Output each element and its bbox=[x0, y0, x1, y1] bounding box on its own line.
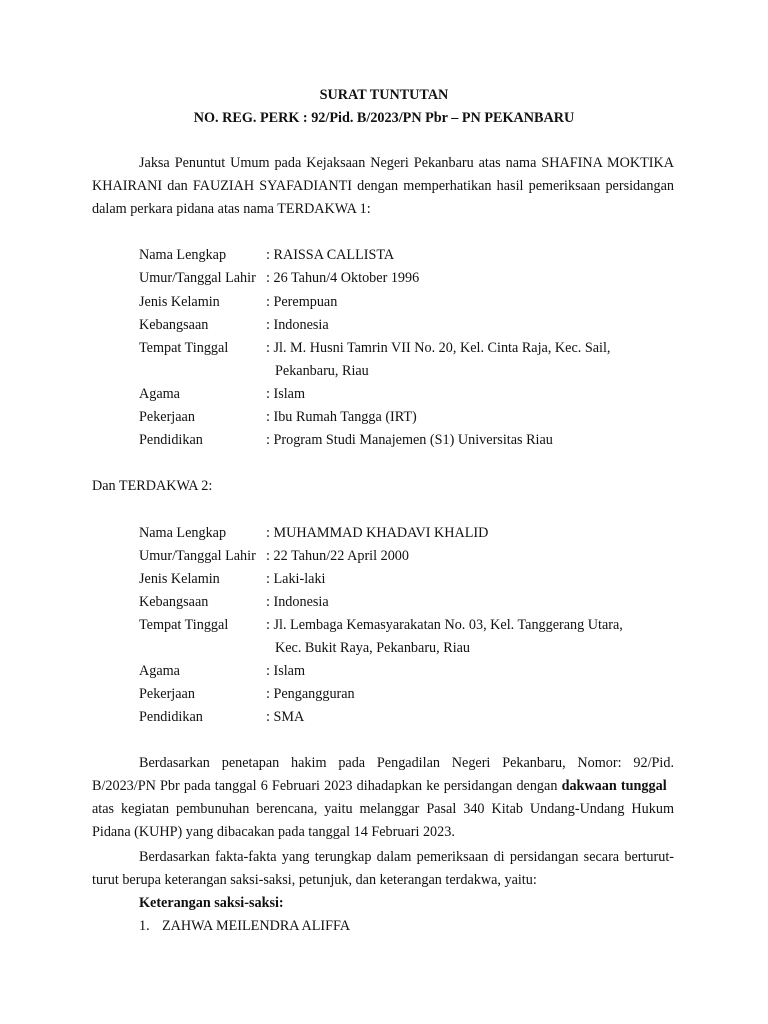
d2-age-value: : 22 Tahun/22 April 2000 bbox=[266, 548, 409, 564]
para2-line-1: Berdasarkan fakta-fakta yang terungkap dalam pemeriksaan di persidangan secara berturut- bbox=[139, 849, 674, 865]
d2-occupation-value: : Pengangguran bbox=[266, 686, 355, 702]
d2-religion-label: Agama bbox=[139, 663, 180, 679]
d2-nationality-value: : Indonesia bbox=[266, 594, 329, 610]
d1-nationality-value: : Indonesia bbox=[266, 317, 329, 333]
registration-number: NO. REG. PERK : 92/Pid. B/2023/PN Pbr – PN PEKANBARU bbox=[193, 110, 575, 126]
d2-name-label: Nama Lengkap bbox=[139, 525, 227, 541]
intro-line-3: dalam perkara pidana atas nama TERDAKWA 1: bbox=[92, 201, 371, 217]
d2-name-value: : MUHAMMAD KHADAVI KHALID bbox=[266, 525, 489, 541]
document-title: SURAT TUNTUTAN bbox=[319, 87, 449, 103]
d1-occupation-label: Pekerjaan bbox=[139, 409, 195, 425]
d1-name-label: Nama Lengkap bbox=[139, 247, 227, 263]
defendant-2-heading: Dan TERDAKWA 2: bbox=[92, 478, 213, 494]
para1-line-4: Pidana (KUHP) yang dibacakan pada tanggal 14 Februari 2023. bbox=[92, 824, 455, 840]
d2-religion-value: : Islam bbox=[266, 663, 306, 679]
d1-nationality-label: Kebangsaan bbox=[139, 317, 209, 333]
d1-religion-label: Agama bbox=[139, 386, 180, 402]
d2-age-label: Umur/Tanggal Lahir bbox=[139, 548, 256, 564]
witness-heading: Keterangan saksi-saksi: bbox=[139, 895, 284, 911]
d1-age-value: : 26 Tahun/4 Oktober 1996 bbox=[266, 270, 420, 286]
d1-education-label: Pendidikan bbox=[139, 432, 203, 448]
d2-address-label: Tempat Tinggal bbox=[139, 617, 229, 633]
intro-line-2: KHAIRANI dan FAUZIAH SYAFADIANTI dengan memperhatikan hasil pemeriksaan persidangan bbox=[92, 178, 674, 194]
witness-name: ZAHWA MEILENDRA ALIFFA bbox=[162, 918, 351, 934]
para2-line-2: turut berupa keterangan saksi-saksi, petunjuk, dan keterangan terdakwa, yaitu: bbox=[92, 872, 537, 888]
d1-gender-value: : Perempuan bbox=[266, 294, 338, 310]
d1-address-value: : Jl. M. Husni Tamrin VII No. 20, Kel. Cinta Raja, Kec. Sail, bbox=[266, 340, 611, 356]
d2-education-label: Pendidikan bbox=[139, 709, 203, 725]
d2-education-value: : SMA bbox=[266, 709, 305, 725]
para1-line-2 bbox=[92, 778, 674, 795]
d1-gender-label: Jenis Kelamin bbox=[139, 294, 220, 310]
d1-education-value: : Program Studi Manajemen (S1) Universitas Riau bbox=[266, 432, 553, 448]
d2-nationality-label: Kebangsaan bbox=[139, 594, 209, 610]
d1-occupation-value: : Ibu Rumah Tangga (IRT) bbox=[266, 409, 417, 425]
d2-address-value: : Jl. Lembaga Kemasyarakatan No. 03, Kel. Tanggerang Utara, bbox=[266, 617, 623, 633]
para1-line-2-text: B/2023/PN Pbr pada tanggal 6 Februari 2023 dihadapkan ke persidangan dengan bbox=[92, 778, 562, 794]
para1-line-3: atas kegiatan pembunuhan berencana, yaitu melanggar Pasal 340 Kitab Undang-Undang Hukum bbox=[92, 801, 674, 817]
d2-gender-label: Jenis Kelamin bbox=[139, 571, 220, 587]
d2-address-continued: Kec. Bukit Raya, Pekanbaru, Riau bbox=[275, 640, 471, 656]
intro-line-1: Jaksa Penuntut Umum pada Kejaksaan Negeri Pekanbaru atas nama SHAFINA MOKTIKA bbox=[139, 155, 674, 171]
charge-type: dakwaan tunggal bbox=[561, 778, 667, 794]
witness-number: 1. bbox=[139, 918, 150, 934]
para1-line-1: Berdasarkan penetapan hakim pada Pengadilan Negeri Pekanbaru, Nomor: 92/Pid. bbox=[139, 755, 674, 771]
d1-address-label: Tempat Tinggal bbox=[139, 340, 229, 356]
d1-address-continued: Pekanbaru, Riau bbox=[275, 363, 369, 379]
d1-name-value: : RAISSA CALLISTA bbox=[266, 247, 395, 263]
d1-religion-value: : Islam bbox=[266, 386, 306, 402]
d2-gender-value: : Laki-laki bbox=[266, 571, 326, 587]
d2-occupation-label: Pekerjaan bbox=[139, 686, 195, 702]
d1-age-label: Umur/Tanggal Lahir bbox=[139, 270, 256, 286]
